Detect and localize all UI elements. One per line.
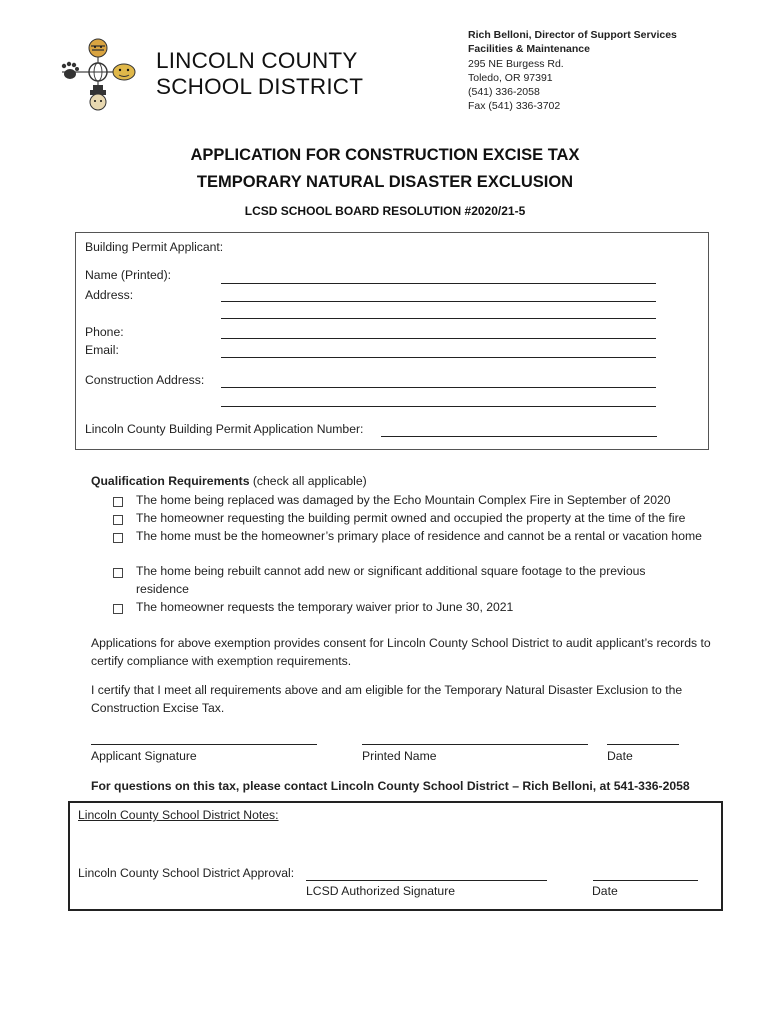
qualification-item-4: The home being rebuilt cannot add new or significant additional square footage to the previous residence	[136, 564, 646, 596]
qualification-heading: Qualification Requirements	[91, 474, 250, 488]
qualification-heading-note: (check all applicable)	[252, 474, 367, 488]
construction-address-label: Construction Address:	[85, 373, 205, 387]
certify-text: I certify that I meet all requirements above and am eligible for the Temporary Natural Disaster Exclusion to the Construction Excise Tax.	[91, 683, 683, 715]
paw-print-icon	[62, 62, 79, 79]
district-approval-date-label: Date	[592, 884, 618, 898]
district-approval-label: Lincoln County School District Approval:	[78, 866, 295, 880]
questions-contact: For questions on this tax, please contact Lincoln County School District – Rich Belloni, at 541-336-2058	[91, 779, 690, 793]
pilgrim-mascot-icon	[90, 85, 106, 110]
qualification-checkbox-3[interactable]	[113, 533, 123, 543]
permit-number-field[interactable]	[381, 436, 657, 437]
contact-department: Facilities & Maintenance	[468, 43, 590, 56]
qualification-item-1: The home being replaced was damaged by the Echo Mountain Complex Fire in September of 2020	[136, 493, 671, 507]
permit-number-label: Lincoln County Building Permit Application Number:	[85, 422, 364, 436]
email-label: Email:	[85, 343, 119, 357]
date-label: Date	[607, 749, 633, 763]
form-title-line2: TEMPORARY NATURAL DISASTER EXCLUSION	[196, 173, 574, 191]
tiger-mascot-icon	[89, 39, 107, 57]
resolution-number: LCSD SCHOOL BOARD RESOLUTION #2020/21-5	[244, 204, 526, 218]
contact-street: 295 NE Burgess Rd.	[468, 57, 564, 70]
name-field[interactable]	[221, 283, 656, 284]
applicant-box	[75, 232, 709, 450]
name-label: Name (Printed):	[85, 268, 172, 282]
district-name	[156, 48, 363, 100]
contact-name-title: Rich Belloni, Director of Support Services	[468, 29, 677, 41]
date-field[interactable]	[607, 744, 679, 745]
qualification-checkbox-5[interactable]	[113, 604, 123, 614]
contact-block	[468, 28, 677, 114]
printed-name-field[interactable]	[362, 744, 588, 745]
qualification-checkbox-1[interactable]	[113, 497, 123, 507]
qualification-checkbox-2[interactable]	[113, 515, 123, 525]
qualification-heading-row	[91, 473, 367, 491]
qualification-item-5: The homeowner requests the temporary waiver prior to June 30, 2021	[136, 600, 514, 614]
district-logo	[58, 36, 138, 116]
bulldog-mascot-icon	[113, 64, 135, 80]
district-approval-signature-field[interactable]	[306, 880, 547, 881]
printed-name-label: Printed Name	[362, 749, 437, 763]
construction-address-field-line1[interactable]	[221, 387, 656, 388]
applicant-heading: Building Permit Applicant:	[85, 240, 224, 254]
email-field[interactable]	[221, 357, 656, 358]
district-notes-heading: Lincoln County School District Notes:	[78, 808, 279, 822]
phone-label: Phone:	[85, 325, 124, 339]
contact-city: Toledo, OR 97391	[468, 71, 553, 84]
applicant-signature-label: Applicant Signature	[91, 749, 197, 763]
phone-field[interactable]	[221, 338, 656, 339]
qualification-item-3: The home must be the homeowner’s primary place of residence and cannot be a rental or vacation home	[136, 529, 702, 543]
applicant-signature-field[interactable]	[91, 744, 317, 745]
address-label: Address:	[85, 288, 134, 302]
lcsd-authorized-signature-label: LCSD Authorized Signature	[306, 884, 456, 898]
district-name-line2: SCHOOL DISTRICT	[156, 74, 364, 99]
address-field-line1[interactable]	[221, 301, 656, 302]
qualification-checkbox-4[interactable]	[113, 568, 123, 578]
consent-text: Applications for above exemption provides consent for Lincoln County School District to audit applicant’s records to certify compliance with exemption requirements.	[91, 636, 711, 668]
logo-svg	[58, 36, 138, 116]
district-approval-date-field[interactable]	[593, 880, 698, 881]
construction-address-field-line2[interactable]	[221, 406, 656, 407]
crosshair-globe-icon	[89, 63, 107, 81]
qualification-item-2: The homeowner requesting the building permit owned and occupied the property at the time of the fire	[136, 511, 686, 525]
contact-phone: (541) 336-2058	[468, 86, 540, 99]
district-name-line1: LINCOLN COUNTY	[156, 48, 358, 73]
address-field-line2[interactable]	[221, 318, 656, 319]
form-title-line1: APPLICATION FOR CONSTRUCTION EXCISE TAX	[190, 146, 580, 164]
contact-fax: Fax (541) 336-3702	[468, 100, 561, 113]
